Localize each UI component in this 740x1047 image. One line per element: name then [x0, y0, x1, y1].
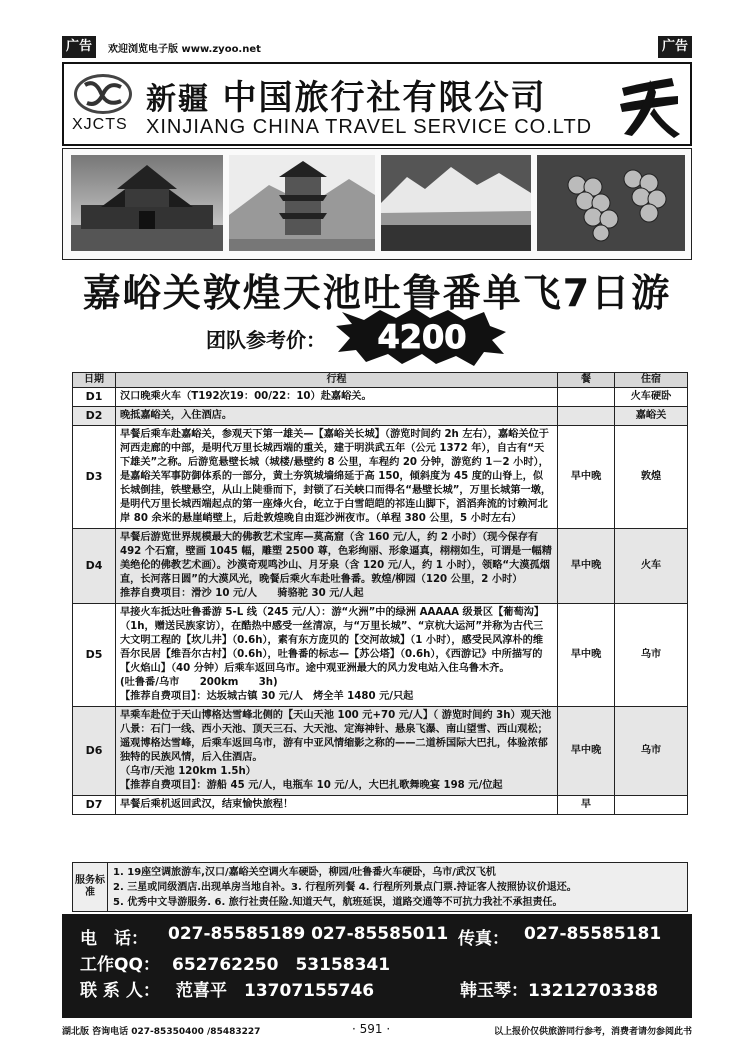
fax-label: 传真： [458, 929, 509, 949]
meal-cell: 早中晚 [558, 426, 615, 529]
phone-label: 电 话： [80, 929, 148, 949]
qq-numbers[interactable]: 652762250 53158341 [172, 955, 391, 975]
itinerary-cell: 早餐后乘机返回武汉，结束愉快旅程！ [116, 796, 558, 815]
stay-cell: 乌市 [615, 604, 688, 707]
itinerary-row [73, 707, 688, 796]
meal-cell: 早 [558, 796, 615, 815]
header-itinerary: 行程 [116, 373, 558, 388]
website-url[interactable]: 欢迎浏览电子版 www.zyoo.net [108, 44, 261, 55]
header-meal: 餐 [558, 373, 615, 388]
itinerary-table [72, 372, 688, 815]
price-value: 4200 [377, 318, 467, 356]
company-header [62, 62, 692, 146]
itinerary-cell: 早餐后游览世界规模最大的佛教艺术宝库—莫高窟（含 160 元/人，约 2 小时）（现今保存有 492 个石窟，壁画 1045 幅，雕塑 2500 尊，色彩绚丽、形象逼真，栩栩如生，可谓是一幅精美绝伦的佛教艺术画）。沙漠奇观鸣沙山、月牙泉（含 120 元/人，约 1 小时），领略“大漠孤烟直，长河落日圆”的大漠风光，晚餐后乘火车赴吐鲁番。敦煌/柳园（120 公里，2 小时） 推荐自费项目：滑沙 10 元/人 骑骆驼 30 元/人起 [116, 529, 558, 604]
price-label: 团队参考价： [206, 328, 326, 352]
stay-cell: 火车 [615, 529, 688, 604]
contact-person-1[interactable]: 范喜平 13707155746 [176, 981, 375, 1001]
service-label: 服务标准 [73, 863, 108, 911]
company-logo-icon [74, 74, 132, 114]
contact-box [62, 914, 692, 1018]
meal-cell: 早中晚 [558, 707, 615, 796]
day-cell: D3 [73, 426, 116, 529]
table-header-row [73, 373, 688, 388]
company-name-cn [146, 70, 546, 119]
itinerary-row [73, 388, 688, 407]
day-cell: D4 [73, 529, 116, 604]
day-cell: D6 [73, 707, 116, 796]
phone-numbers[interactable]: 027-85585189 027-85585011 [168, 924, 449, 944]
stay-cell [615, 796, 688, 815]
header-date: 日期 [73, 373, 116, 388]
company-name-main: 中国旅行社有限公司 [222, 78, 547, 118]
itinerary-cell: 汉口晚乘火车（T192次19：00/22：10）赴嘉峪关。 [116, 388, 558, 407]
company-region: 新疆 [146, 82, 210, 117]
tianchi-lake-photo [381, 155, 531, 251]
day-cell: D2 [73, 407, 116, 426]
stay-cell: 嘉峪关 [615, 407, 688, 426]
day-cell: D1 [73, 388, 116, 407]
itinerary-cell: 晚抵嘉峪关，入住酒店。 [116, 407, 558, 426]
company-name-en: XINJIANG CHINA TRAVEL SERVICE CO.LTD [146, 116, 593, 138]
photo-strip [62, 148, 692, 260]
meal-cell [558, 388, 615, 407]
contact-person-label: 联 系 人： [80, 981, 160, 1001]
logo-abbreviation: XJCTS [72, 116, 128, 133]
sky-brush-logo-icon [616, 68, 684, 140]
price-burst-badge [336, 308, 508, 366]
meal-cell: 早中晚 [558, 604, 615, 707]
ad-label-left: 广告 [62, 36, 96, 58]
meal-cell [558, 407, 615, 426]
itinerary-row [73, 407, 688, 426]
fax-number[interactable]: 027-85585181 [524, 924, 662, 944]
footer-left: 湖北版 咨询电话 027-85350400 /85483227 [62, 1027, 261, 1037]
tour-title: 嘉峪关敦煌天池吐鲁番单飞7日游 [82, 271, 672, 315]
jiayuguan-photo [71, 155, 223, 251]
footer-right: 以上报价仅供旅游同行参考，消费者请勿参阅此书 [493, 1027, 692, 1037]
stay-cell: 乌市 [615, 707, 688, 796]
service-standard [72, 862, 688, 912]
header-stay: 住宿 [615, 373, 688, 388]
itinerary-cell: 早乘车赴位于天山博格达雪峰北侧的【天山天池 100 元+70 元/人】（ 游览时间约 3h）观天池八景：石门一线、西小天池、顶天三石、大天池、定海神针、悬泉飞瀑、南山望雪、西山观松；遥观博格达雪峰，后乘车返回乌市，游有中亚风情缩影之称的——二道桥国际大巴扎，体验浓郁独特的民族风情，后入住酒店。 （乌市/天池 120km 1.5h） 【推荐自费项目】：游船 45 元/人，电瓶车 10 元/人，大巴扎歌舞晚宴 198 元/位起 [116, 707, 558, 796]
itinerary-row [73, 426, 688, 529]
meal-cell: 早中晚 [558, 529, 615, 604]
itinerary-cell: 早接火车抵达吐鲁番游 5-L 线（245 元/人）：游“火洲”中的绿洲 AAAAA 级景区【葡萄沟】（1h，赠送民族家访），在酷热中感受一丝清凉，与“万里长城”、“京杭大运河”并称为古代三大文明工程的【坎儿井】（0.6h），素有东方庞贝的【交河故城】（1 小时），感受民风淳朴的维吾尔民居【维吾尔古村】（0.6h），吐鲁番的标志—【苏公塔】（0.6h），《西游记》中所描写的【火焰山】（40 分钟）后乘车返回乌市。途中观亚洲最大的风力发电站入住乌鲁木齐。 (吐鲁番/乌市 200km 3h) 【推荐自费项目】：达坂城古镇 30 元/人 烤全羊 1480 元/只起 [116, 604, 558, 707]
itinerary-row [73, 796, 688, 815]
day-cell: D7 [73, 796, 116, 815]
mogao-caves-photo [229, 155, 375, 251]
itinerary-cell: 早餐后乘车赴嘉峪关，参观天下第一雄关—【嘉峪关长城】（游览时间约 2h 左右），嘉峪关位于河西走廊的中部，是明代万里长城西端的重关，建于明洪武五年（公元 1372 年），自古有“天下雄关”之称。后游览悬壁长城（城楼/悬壁约 8 公里，车程约 20 分钟，游览约 1－2 小时），是嘉峪关军事防御体系的一部分，黄土夯筑城墙绵延于高 150，倾斜度为 45 度的山脊上，似长城倒挂，铁壁悬空，从山上陡垂而下，封锁了石关峡口而得名“悬壁长城”，万里长城第一墩，是明代万里长城西端起点的第一座烽火台，屹立于白雪皑皑的祁连山脚下，滔滔奔流的讨赖河北岸 80 余米的悬崖峭壁上，后赴敦煌晚自由逛沙洲夜市。（单程 380 公里，5 小时左右） [116, 426, 558, 529]
contact-person-2[interactable]: 韩玉琴：13212703388 [460, 981, 659, 1001]
page-number: · 591 · [352, 1022, 391, 1036]
stay-cell: 敦煌 [615, 426, 688, 529]
qq-label: 工作QQ： [80, 955, 160, 975]
top-bar [62, 36, 692, 60]
service-text: 1. 19座空调旅游车,汉口/嘉峪关空调火车硬卧，柳园/吐鲁番火车硬卧，乌市/武汉飞机 2. 三星或同级酒店.出现单房当地自补。3. 行程所列餐 4. 行程所列景点门票.持证客人按照协议价退还。 5. 优秀中文导游服务. 6. 旅行社责任险.知道天气，航班延误，道路交通等不可抗力我社不承担责任。 [113, 867, 577, 908]
grapes-photo [537, 155, 685, 251]
itinerary-row [73, 529, 688, 604]
day-cell: D5 [73, 604, 116, 707]
stay-cell: 火车硬卧 [615, 388, 688, 407]
itinerary-row [73, 604, 688, 707]
ad-label-right: 广告 [658, 36, 692, 58]
